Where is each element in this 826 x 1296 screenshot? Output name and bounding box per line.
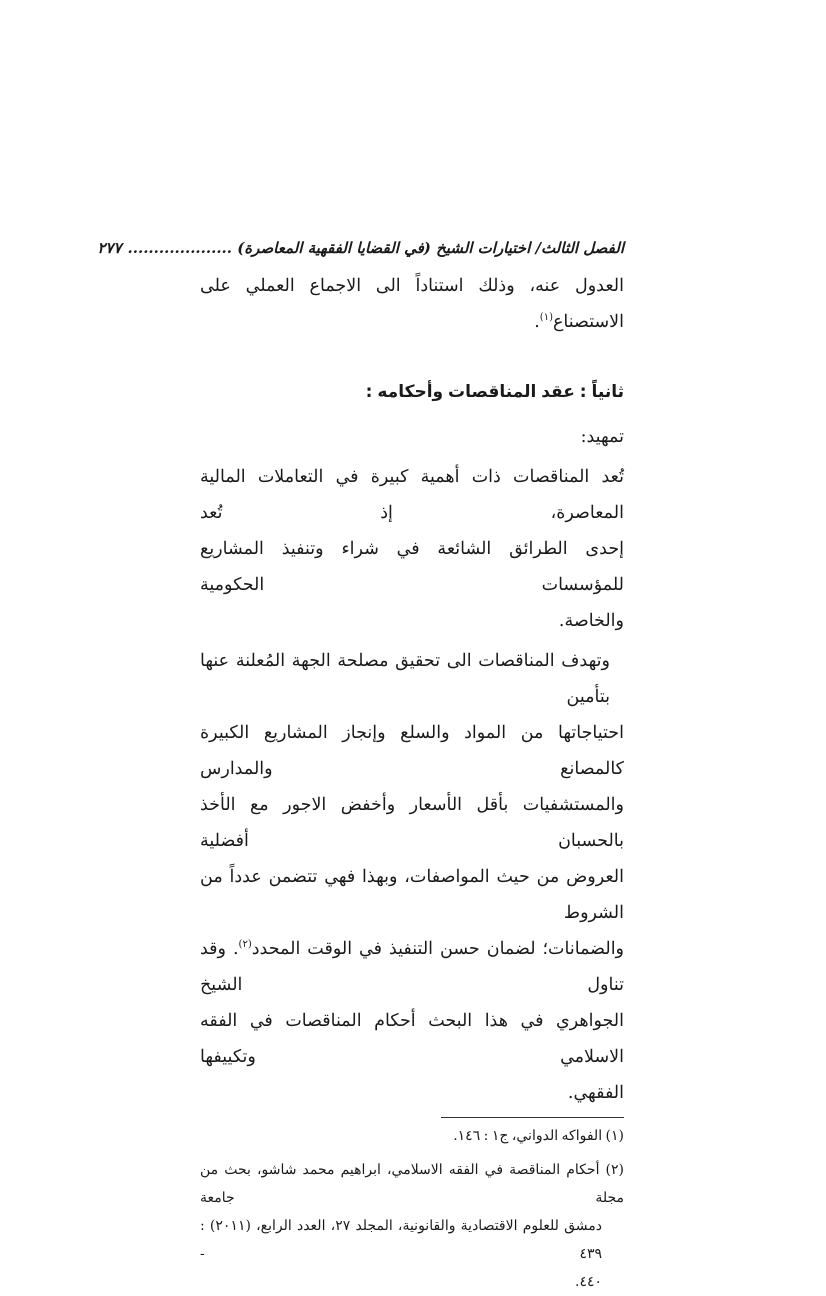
line-text: والضمانات؛ لضمان حسن التنفيذ في الوقت المحدد <box>251 939 625 959</box>
page-body <box>97 236 625 1296</box>
subheading <box>200 419 624 455</box>
footnote-line: ٤٤٠. <box>574 1274 602 1290</box>
footnote-line: دمشق للعلوم الاقتصادية والقانونية، المجلد ٢٧، العدد الرابع، (٢٠١١) : ٤٣٩ - <box>200 1218 602 1262</box>
subheading-text: تمهيد: <box>580 427 624 447</box>
intro-end: . <box>534 312 540 332</box>
paragraph-line: والخاصة. <box>558 611 624 631</box>
paragraph-line: والمستشفيات بأقل الأسعار وأخفض الاجور مع الأخذ بالحسبان أفضلية <box>200 795 624 851</box>
footnote-1 <box>200 1122 624 1150</box>
paragraph-line: احتياجاتها من المواد والسلع وإنجاز المشاريع الكبيرة كالمصانع والمدارس <box>200 723 624 779</box>
paragraph-line: العروض من حيث المواصفات، وبهذا فهي تتضمن عدداً من الشروط <box>200 867 624 923</box>
paragraph-line: الفقهي. <box>567 1083 624 1103</box>
section-heading-text: ثانياً : عقد المناقصات وأحكامه : <box>365 382 624 402</box>
paragraph-2 <box>200 643 624 1111</box>
paragraph-1 <box>200 459 624 639</box>
paragraph-line: وتهدف المناقصات الى تحقيق مصلحة الجهة المُعلنة عنها بتأمين <box>200 651 610 707</box>
footnote-2 <box>200 1156 624 1296</box>
intro-line <box>200 268 624 340</box>
paragraph-line: الجواهري في هذا البحث أحكام المناقصات في الفقه الاسلامي وتكييفها <box>200 1011 624 1067</box>
paragraph-line: إحدى الطرائق الشائعة في شراء وتنفيذ المشاريع للمؤسسات الحكومية <box>200 539 624 595</box>
header-title: الفصل الثالث/ اختيارات الشيخ (في القضايا الفقهية المعاصرة) .................... <box>127 239 624 257</box>
line-text: . وقد تناول الشيخ <box>200 939 624 995</box>
running-header <box>97 236 624 260</box>
footnote-ref-1[interactable]: (١) <box>539 312 553 324</box>
footnote-ref-2[interactable]: (٢) <box>238 939 252 951</box>
footnote-divider <box>441 1117 624 1118</box>
paragraph-line <box>200 931 624 1003</box>
footnote-line: (١) الفواكه الدواني، ج١ : ١٤٦. <box>453 1128 624 1144</box>
footnote-line: (٢) أحكام المناقصة في الفقه الاسلامي، ابراهيم محمد شاشو، بحث من مجلة جامعة <box>200 1162 624 1206</box>
section-heading <box>200 374 624 410</box>
paragraph-line: تُعد المناقصات ذات أهمية كبيرة في التعاملات المالية المعاصرة، إذ تُعد <box>200 467 624 523</box>
intro-text: العدول عنه، وذلك استناداً الى الاجماع العملي على الاستصناع <box>200 276 624 332</box>
page-number: ٢٧٧ <box>97 239 122 257</box>
